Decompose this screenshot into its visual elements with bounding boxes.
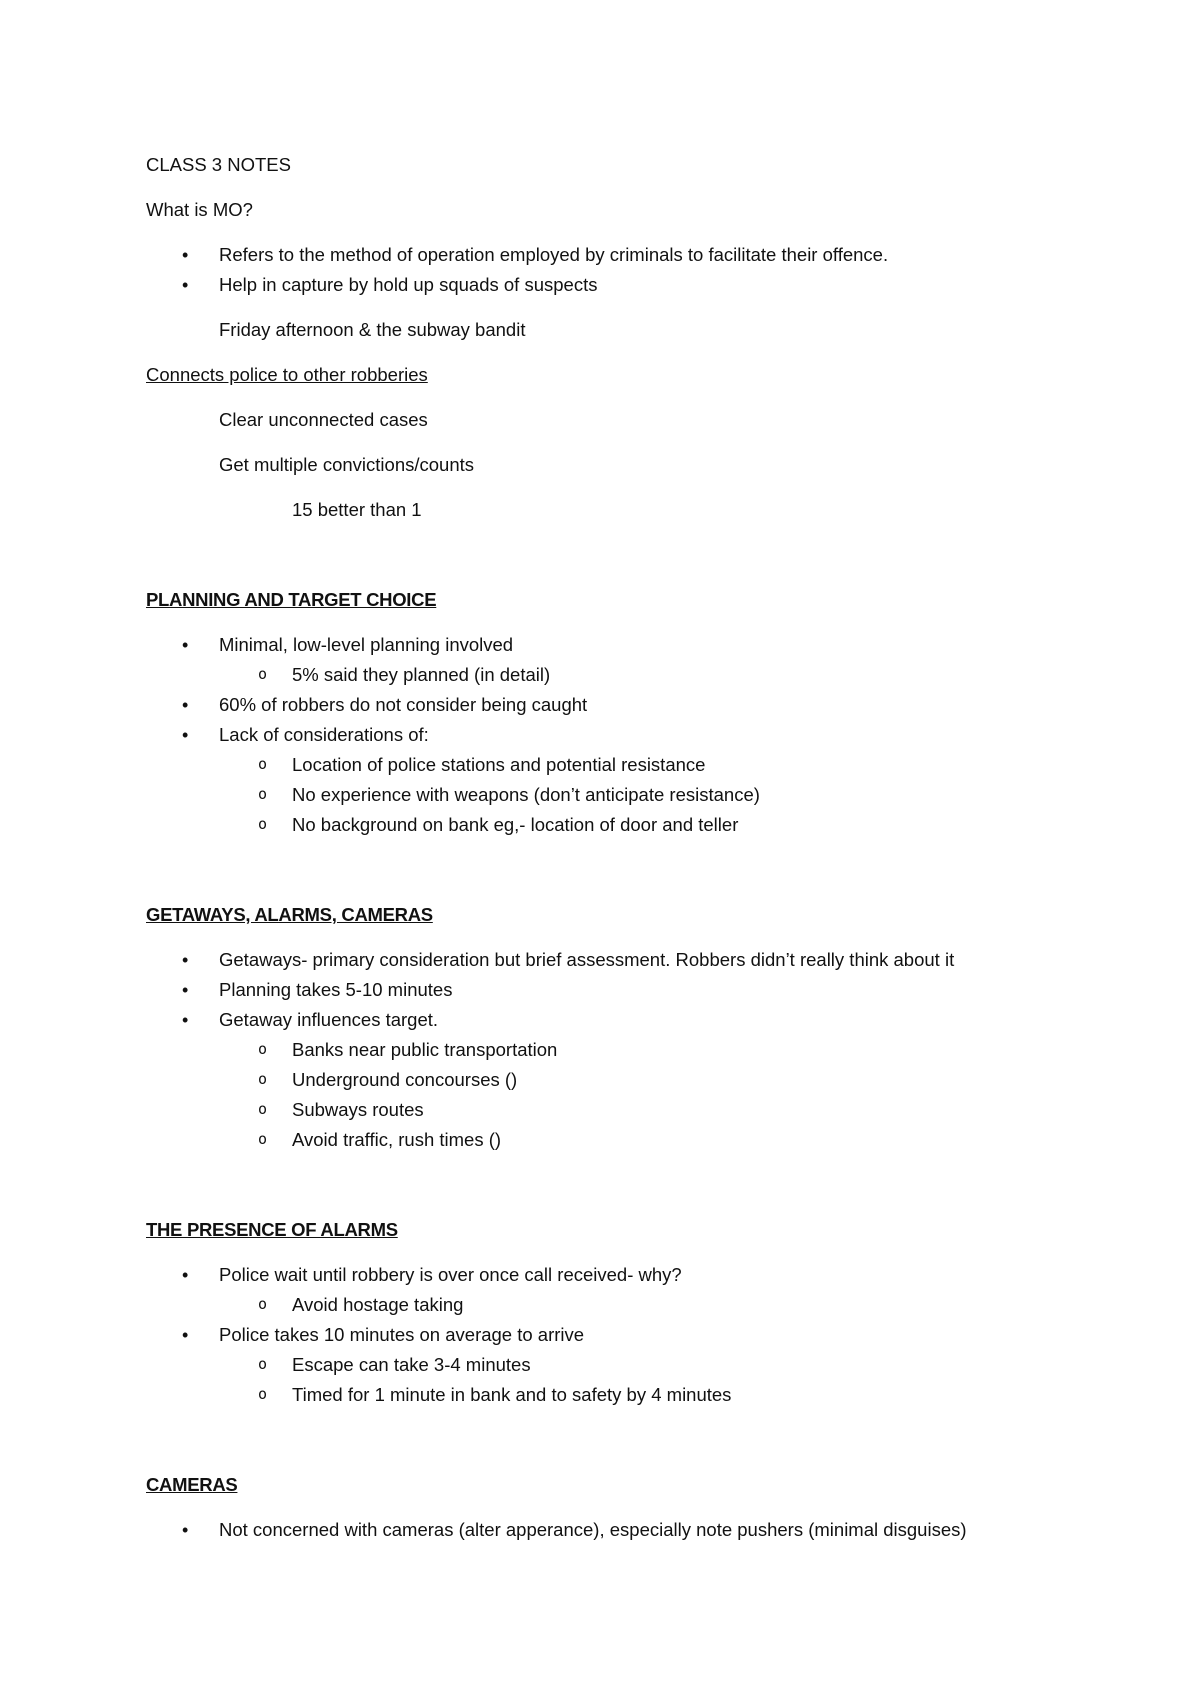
planning-heading: PLANNING AND TARGET CHOICE xyxy=(146,589,437,610)
alarms-heading: THE PRESENCE OF ALARMS xyxy=(146,1219,398,1240)
getaways-heading: GETAWAYS, ALARMS, CAMERAS xyxy=(146,904,433,925)
alarms-list xyxy=(146,1260,1076,1410)
mo-question: What is MO? xyxy=(146,199,253,220)
getaways-bullet-primary: • Getaways- primary consideration but brief assessment. Robbers didn’t really think about it xyxy=(146,945,1076,975)
planning-sub-background: o No background on bank eg,- location of door and teller xyxy=(146,810,1076,840)
planning-bullet-caught: • 60% of robbers do not consider being caught xyxy=(146,690,1076,720)
getaways-sub-subways: o Subways routes xyxy=(146,1095,1076,1125)
document-page xyxy=(146,150,1076,1545)
planning-sub-police-stations: o Location of police stations and potential resistance xyxy=(146,750,1076,780)
planning-bullet-minimal: • Minimal, low-level planning involved xyxy=(146,630,1076,660)
connects-item-convictions: Get multiple convictions/counts xyxy=(219,454,475,475)
alarms-sub-timed: o Timed for 1 minute in bank and to safety by 4 minutes xyxy=(146,1380,1076,1410)
connects-sub-item: 15 better than 1 xyxy=(292,499,422,520)
planning-list xyxy=(146,630,1076,840)
connects-item-clear: Clear unconnected cases xyxy=(219,409,428,430)
cameras-bullet-concern: • Not concerned with cameras (alter apperance), especially note pushers (minimal disguises) xyxy=(146,1515,1076,1545)
alarms-bullet-wait: • Police wait until robbery is over once call received- why? xyxy=(146,1260,1076,1290)
alarms-bullet-arrival: • Police takes 10 minutes on average to arrive xyxy=(146,1320,1076,1350)
getaways-sub-transport: o Banks near public transportation xyxy=(146,1035,1076,1065)
mo-bullet-list xyxy=(146,240,1076,300)
getaways-list xyxy=(146,945,1076,1155)
planning-sub-weapons: o No experience with weapons (don’t anticipate resistance) xyxy=(146,780,1076,810)
planning-sub-detail: o 5% said they planned (in detail) xyxy=(146,660,1076,690)
mo-bullet-capture: • Help in capture by hold up squads of suspects xyxy=(146,270,1076,300)
getaways-bullet-target: • Getaway influences target. xyxy=(146,1005,1076,1035)
getaways-sub-concourses: o Underground concourses () xyxy=(146,1065,1076,1095)
cameras-heading: CAMERAS xyxy=(146,1474,238,1495)
getaways-bullet-planning-time: • Planning takes 5-10 minutes xyxy=(146,975,1076,1005)
getaways-sub-traffic: o Avoid traffic, rush times () xyxy=(146,1125,1076,1155)
mo-bullet-method: • Refers to the method of operation employed by criminals to facilitate their offence. xyxy=(146,240,1076,270)
alarms-sub-escape: o Escape can take 3-4 minutes xyxy=(146,1350,1076,1380)
document-title: CLASS 3 NOTES xyxy=(146,154,291,175)
mo-example: Friday afternoon & the subway bandit xyxy=(219,319,526,340)
cameras-list xyxy=(146,1515,1076,1545)
connects-heading: Connects police to other robberies xyxy=(146,364,428,385)
alarms-sub-hostage: o Avoid hostage taking xyxy=(146,1290,1076,1320)
planning-bullet-lack: • Lack of considerations of: xyxy=(146,720,1076,750)
